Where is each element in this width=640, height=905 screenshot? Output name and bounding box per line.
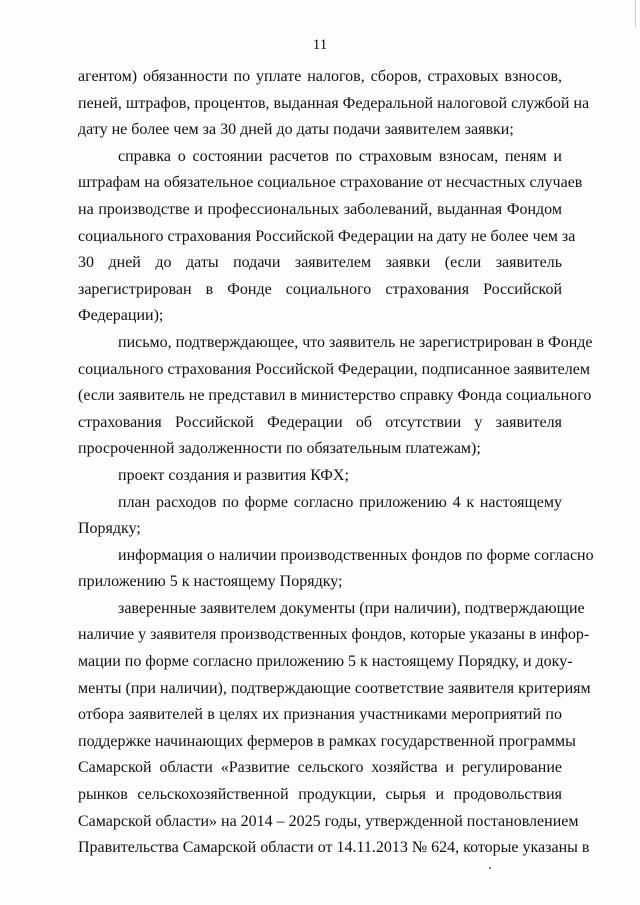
text-line: Самарской области» на 2014 – 2025 годы, утвержденной постановлением — [78, 812, 579, 830]
text-line: социального страхования Российской Федерации, подписанное заявителем — [78, 360, 590, 378]
scan-edge-line — [635, 0, 636, 28]
text-line: на производстве и профессиональных заболеваний, выданная Фондом — [78, 200, 562, 218]
text-line: наличие у заявителя производственных фондов, которые указаны в инфор- — [78, 626, 590, 644]
text-line: зарегистрирован в Фонде социального страхования Российской — [78, 280, 562, 298]
text-line: Самарской области «Развитие сельского хозяйства и регулирование — [78, 759, 562, 777]
text-line: информация о наличии производственных фондов по форме согласно — [118, 546, 594, 564]
text-line: Правительства Самарской области от 14.11.2013 № 624, которые указаны в — [78, 839, 590, 857]
text-line: штрафам на обязательное социальное страхование от несчастных случаев — [78, 174, 583, 192]
text-line: (если заявитель не представил в министерство справку Фонда социального — [78, 387, 592, 405]
text-line: письмо, подтверждающее, что заявитель не зарегистрирован в Фонде — [118, 333, 593, 351]
text-line: справка о состоянии расчетов по страховым взносам, пеням и — [118, 147, 562, 165]
text-line: 30 дней до даты подачи заявителем заявки (если заявитель — [78, 254, 562, 272]
text-line: агентом) обязанности по уплате налогов, сборов, страховых взносов, — [78, 68, 562, 85]
text-line: приложению 5 к настоящему Порядку; — [78, 573, 343, 591]
text-line: отбора заявителей в целях их признания участниками мероприятий по — [78, 706, 562, 724]
text-line: поддержке начинающих фермеров в рамках государственной программы — [78, 732, 576, 750]
text-line: менты (при наличии), подтверждающие соответствие заявителя критериям — [78, 679, 591, 697]
body-text — [78, 64, 594, 862]
text-line: пеней, штрафов, процентов, выданная Федеральной налоговой службой на — [78, 94, 590, 112]
text-line: мации по форме согласно приложению 5 к настоящему Порядку, и доку- — [78, 653, 573, 671]
text-line: заверенные заявителем документы (при наличии), подтверждающие — [118, 599, 585, 617]
text-line: социального страхования Российской Федерации на дату не более чем за — [78, 227, 576, 245]
scan-dot — [489, 867, 491, 869]
text-line: рынков сельскохозяйственной продукции, сырья и продовольствия — [78, 786, 562, 804]
text-line: Федерации); — [78, 307, 164, 325]
text-line: просроченной задолженности по обязательным платежам); — [78, 440, 481, 458]
text-line: страхования Российской Федерации об отсутствии у заявителя — [78, 413, 562, 431]
text-line: дату не более чем за 30 дней до даты подачи заявителем заявки; — [78, 121, 514, 139]
text-line: проект создания и развития КФХ; — [118, 466, 349, 484]
text-line: план расходов по форме согласно приложению 4 к настоящему — [118, 493, 562, 511]
text-line: Порядку; — [78, 520, 141, 538]
page-number: 11 — [312, 37, 328, 53]
